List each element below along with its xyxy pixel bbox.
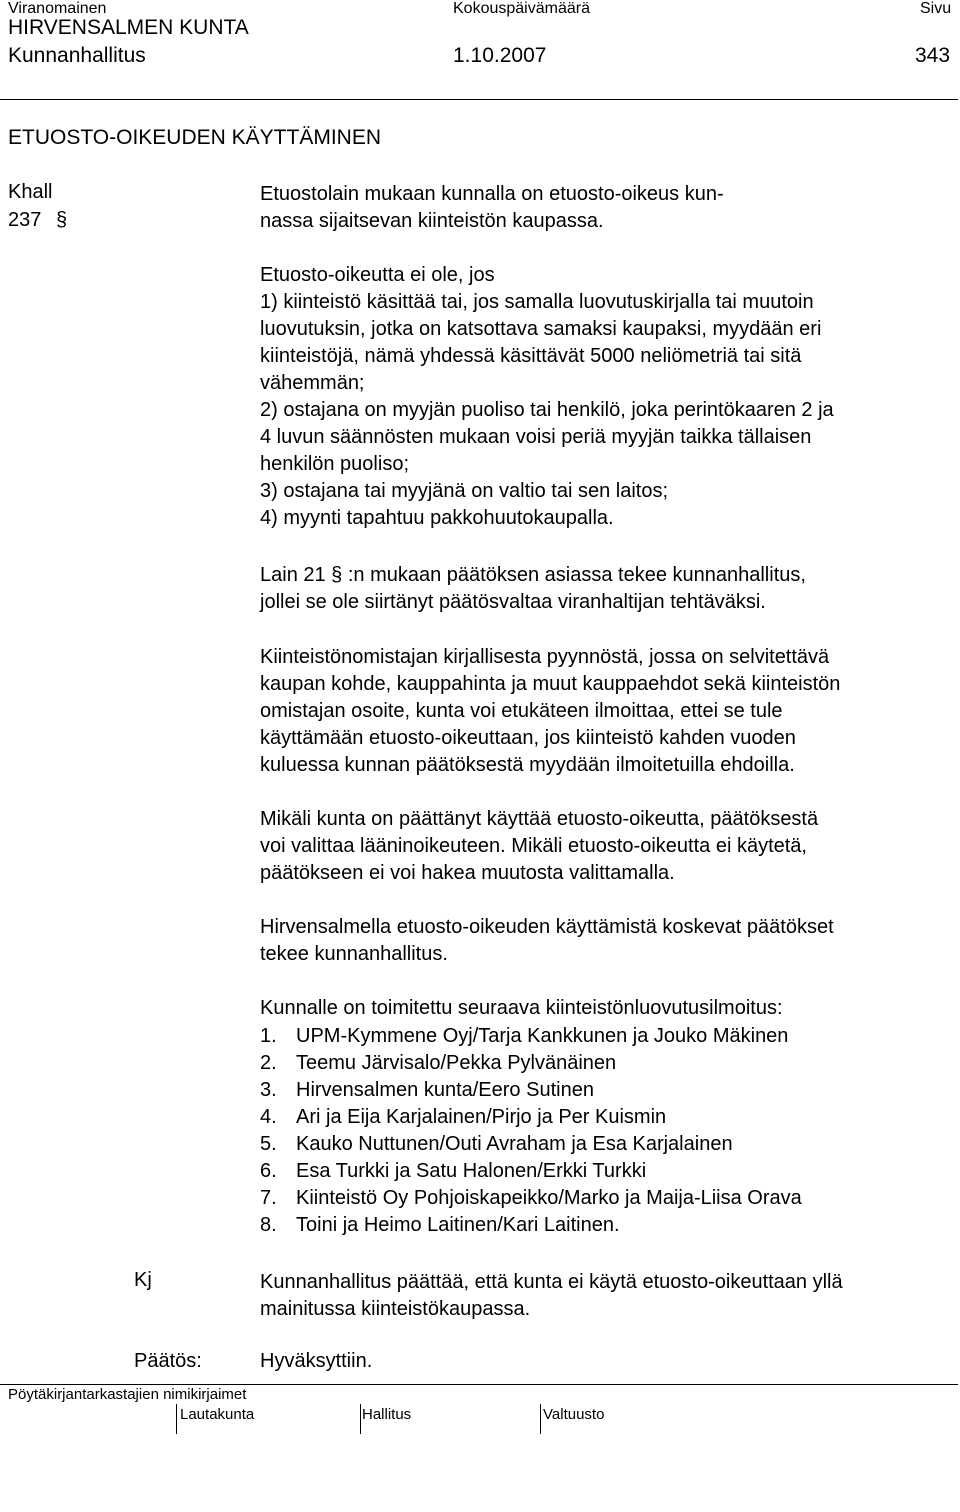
section-number: 237 bbox=[8, 209, 42, 231]
list-item-text: Hirvensalmen kunta/Eero Sutinen bbox=[296, 1079, 594, 1101]
paragraph-text: Kiinteistönomistajan kirjallisesta pyynnöstä, jossa on selvitettävä kaupan kohde, kauppahinta ja muut kauppaehdot sekä kiinteistön omistajan osoite, kunta voi etukäteen ilmoittaa, ettei se tule käyttämään etuosto-oikeuttaan, jos kiinteistö kahden vuoden kuluessa kunnan päätöksestä myydään ilmoitetuilla ehdoilla. bbox=[260, 646, 841, 776]
paragraph-appeal bbox=[260, 806, 950, 887]
proposal-label: Kj bbox=[134, 1269, 152, 1291]
paragraph-text: Etuostolain mukaan kunnalla on etuosto-oikeus kun- nassa sijaitsevan kiinteistön kaupassa. bbox=[260, 183, 724, 232]
list-item bbox=[260, 1131, 950, 1158]
header-label-office: Viranomainen bbox=[8, 0, 107, 17]
section-body-short: Khall bbox=[8, 181, 53, 203]
list-item-number: 3. bbox=[260, 1079, 277, 1101]
list-item-text: Kauko Nuttunen/Outi Avraham ja Esa Karjalainen bbox=[296, 1133, 733, 1155]
paragraph-decision-power bbox=[260, 562, 950, 616]
paragraph-hirvensalmi bbox=[260, 914, 950, 968]
footer-column-divider bbox=[176, 1404, 177, 1434]
list-item bbox=[260, 1104, 950, 1131]
footer-divider bbox=[0, 1384, 958, 1385]
proposal bbox=[260, 1269, 950, 1323]
paragraph-text: Lain 21 § :n mukaan päätöksen asiassa tekee kunnanhallitus, jollei se ole siirtänyt päätösvaltaa viranhaltijan tehtäväksi. bbox=[260, 564, 806, 613]
footer-column-divider bbox=[360, 1404, 361, 1434]
list-item-text: Ari ja Eija Karjalainen/Pirjo ja Per Kuismin bbox=[296, 1106, 667, 1128]
decision-label: Päätös: bbox=[134, 1350, 202, 1372]
list-item bbox=[260, 1050, 950, 1077]
decision-text: Hyväksyttiin. bbox=[260, 1350, 373, 1372]
footer-column-divider bbox=[540, 1404, 541, 1434]
list-item-number: 7. bbox=[260, 1187, 277, 1209]
list-item-text: Toini ja Heimo Laitinen/Kari Laitinen. bbox=[296, 1214, 620, 1236]
header-label-date: Kokouspäivämäärä bbox=[453, 0, 590, 17]
list-item-number: 5. bbox=[260, 1133, 277, 1155]
document-title: ETUOSTO-OIKEUDEN KÄYTTÄMINEN bbox=[8, 126, 381, 149]
paragraph-text: Kunnalle on toimitettu seuraava kiinteistönluovutusilmoitus: bbox=[260, 997, 783, 1019]
header-body: Kunnanhallitus bbox=[8, 44, 146, 67]
header-date: 1.10.2007 bbox=[453, 44, 547, 67]
list-item-text: UPM-Kymmene Oyj/Tarja Kankkunen ja Jouko Mäkinen bbox=[296, 1025, 789, 1047]
list-item bbox=[260, 1185, 950, 1212]
paragraph-notification-intro bbox=[260, 995, 950, 1022]
footer-col-lautakunta: Lautakunta bbox=[180, 1406, 255, 1423]
header-label-page: Sivu bbox=[920, 0, 952, 17]
header-page-number: 343 bbox=[915, 44, 951, 67]
list-item bbox=[260, 1077, 950, 1104]
paragraph-text: Mikäli kunta on päättänyt käyttää etuosto-oikeutta, päätöksestä voi valittaa lääninoikeuteen. Mikäli etuosto-oikeutta ei käytetä, päätökseen ei voi hakea muutosta valittamalla. bbox=[260, 808, 819, 884]
header-organization: HIRVENSALMEN KUNTA bbox=[8, 16, 249, 39]
list-item-number: 6. bbox=[260, 1160, 277, 1182]
list-item bbox=[260, 1158, 950, 1185]
list-item bbox=[260, 1212, 950, 1239]
list-item-number: 1. bbox=[260, 1025, 277, 1047]
list-item-text: Teemu Järvisalo/Pekka Pylvänäinen bbox=[296, 1052, 617, 1074]
footer-col-hallitus: Hallitus bbox=[362, 1406, 412, 1423]
paragraph-text: Hirvensalmella etuosto-oikeuden käyttämistä koskevat päätökset tekee kunnanhallitus. bbox=[260, 916, 834, 965]
paragraph-etuostolaki bbox=[260, 181, 950, 235]
footer-col-valtuusto: Valtuusto bbox=[543, 1406, 605, 1423]
proposal-text: Kunnanhallitus päättää, että kunta ei käytä etuosto-oikeuttaan yllä mainitussa kiinteistökaupassa. bbox=[260, 1271, 843, 1320]
header-divider bbox=[0, 99, 958, 100]
list-item-text: Esa Turkki ja Satu Halonen/Erkki Turkki bbox=[296, 1160, 647, 1182]
footer-label-initials: Pöytäkirjantarkastajien nimikirjaimet bbox=[8, 1386, 247, 1403]
paragraph-text: Etuosto-oikeutta ei ole, jos 1) kiinteistö käsittää tai, jos samalla luovutuskirjalla tai muutoin luovutuksin, jotka on katsottava samaksi kaupaksi, myydään eri kiinteistöjä, nämä yhdessä käsittävät 5000 neliömetriä tai sitä vähemmän; 2) ostajana on myyjän puoliso tai henkilö, joka perintökaaren 2 ja 4 luvun säännösten mukaan voisi periä myyjän taikka tällaisen henkilön puoliso; 3) ostajana tai myyjänä on valtio tai sen laitos; 4) myynti tapahtuu pakkohuutokaupalla. bbox=[260, 264, 834, 529]
notification-list bbox=[260, 1023, 950, 1239]
list-item-number: 8. bbox=[260, 1214, 277, 1236]
list-item-number: 2. bbox=[260, 1052, 277, 1074]
paragraph-advance-notice bbox=[260, 644, 950, 779]
list-item-number: 4. bbox=[260, 1106, 277, 1128]
list-item bbox=[260, 1023, 950, 1050]
paragraph-exceptions bbox=[260, 262, 950, 532]
list-item-text: Kiinteistö Oy Pohjoiskapeikko/Marko ja Maija-Liisa Orava bbox=[296, 1187, 802, 1209]
section-sign: § bbox=[56, 209, 68, 231]
